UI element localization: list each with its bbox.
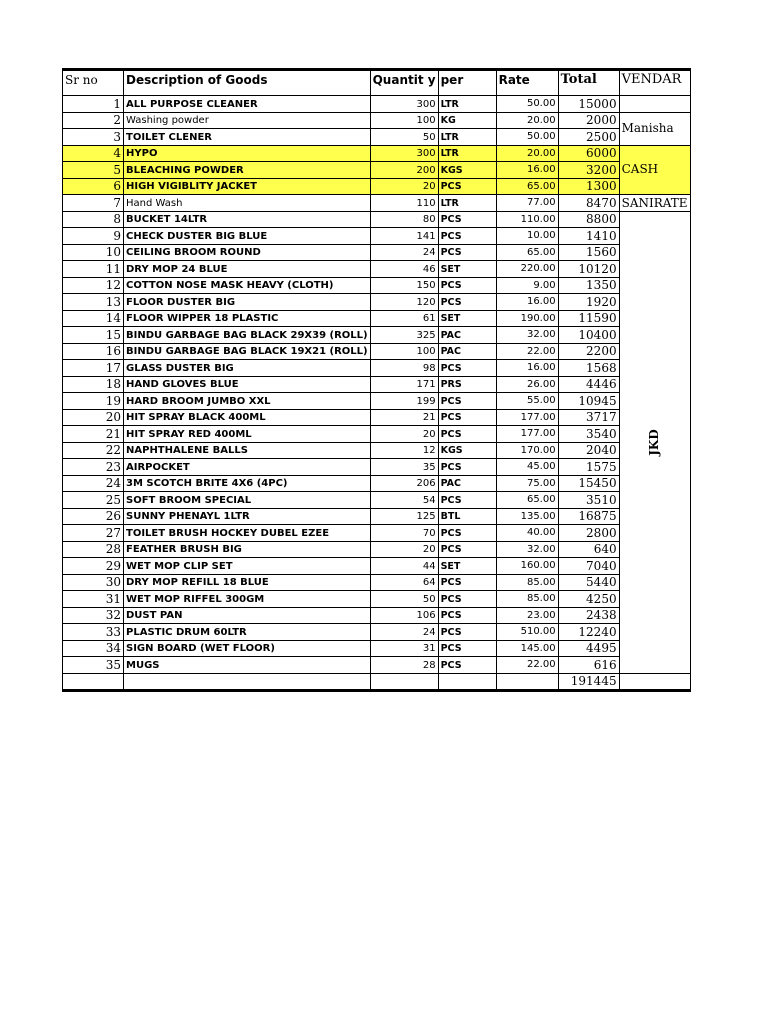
total-cell: 1560 (558, 244, 619, 261)
rate-cell: 75.00 (496, 475, 558, 492)
sr-cell: 15 (63, 327, 124, 344)
table-row (63, 294, 691, 311)
quantity-cell: 300 (370, 145, 438, 162)
rate-cell: 110.00 (496, 211, 558, 228)
sr-cell: 25 (63, 492, 124, 509)
total-cell: 2800 (558, 525, 619, 542)
description-cell: HARD BROOM JUMBO XXL (124, 393, 371, 410)
vendor-sanirate: SANIRATE (619, 195, 690, 212)
total-cell: 15000 (558, 96, 619, 113)
quantity-cell: 20 (370, 541, 438, 558)
rate-cell: 190.00 (496, 310, 558, 327)
unit-cell: LTR (438, 195, 496, 212)
total-cell: 10945 (558, 393, 619, 410)
unit-cell: PRS (438, 376, 496, 393)
quantity-cell: 125 (370, 508, 438, 525)
description-cell: FLOOR DUSTER BIG (124, 294, 371, 311)
rate-cell: 510.00 (496, 624, 558, 641)
grand-total-value: 191445 (558, 673, 619, 691)
total-cell: 1410 (558, 228, 619, 245)
total-cell: 1300 (558, 178, 619, 195)
description-cell: HIT SPRAY RED 400ML (124, 426, 371, 443)
total-cell: 7040 (558, 558, 619, 575)
unit-cell: LTR (438, 145, 496, 162)
header-per: per (438, 70, 496, 96)
description-cell: BLEACHING POWDER (124, 162, 371, 179)
empty-cell (370, 673, 438, 691)
description-cell: MUGS (124, 657, 371, 674)
total-cell: 11590 (558, 310, 619, 327)
description-cell: DRY MOP 24 BLUE (124, 261, 371, 278)
total-cell: 1575 (558, 459, 619, 476)
rate-cell: 177.00 (496, 426, 558, 443)
unit-cell: PCS (438, 624, 496, 641)
rate-cell: 22.00 (496, 657, 558, 674)
quantity-cell: 171 (370, 376, 438, 393)
description-cell: Hand Wash (124, 195, 371, 212)
unit-cell: PCS (438, 492, 496, 509)
table-row (63, 129, 691, 146)
rate-cell: 23.00 (496, 607, 558, 624)
quantity-cell: 21 (370, 409, 438, 426)
unit-cell: PAC (438, 343, 496, 360)
description-cell: CHECK DUSTER BIG BLUE (124, 228, 371, 245)
rate-cell: 85.00 (496, 591, 558, 608)
table-row (63, 393, 691, 410)
rate-cell: 170.00 (496, 442, 558, 459)
table-row (63, 211, 691, 228)
quantity-cell: 300 (370, 96, 438, 113)
vendor-cash: CASH (619, 145, 690, 195)
sr-cell: 24 (63, 475, 124, 492)
rate-cell: 220.00 (496, 261, 558, 278)
quantity-cell: 100 (370, 112, 438, 129)
total-cell: 16875 (558, 508, 619, 525)
rate-cell: 22.00 (496, 343, 558, 360)
unit-cell: PCS (438, 574, 496, 591)
unit-cell: KGS (438, 162, 496, 179)
table-row (63, 96, 691, 113)
description-cell: BUCKET 14LTR (124, 211, 371, 228)
description-cell: WET MOP RIFFEL 300GM (124, 591, 371, 608)
total-cell: 8470 (558, 195, 619, 212)
table-row (63, 475, 691, 492)
total-cell: 2438 (558, 607, 619, 624)
vendor-manisha: Manisha (619, 112, 690, 145)
sr-cell: 28 (63, 541, 124, 558)
empty-cell (124, 673, 371, 691)
rate-cell: 20.00 (496, 145, 558, 162)
quantity-cell: 150 (370, 277, 438, 294)
sr-cell: 6 (63, 178, 124, 195)
total-cell: 616 (558, 657, 619, 674)
rate-cell: 45.00 (496, 459, 558, 476)
table-row (63, 574, 691, 591)
table-row (63, 376, 691, 393)
quantity-cell: 141 (370, 228, 438, 245)
unit-cell: PCS (438, 294, 496, 311)
quantity-cell: 110 (370, 195, 438, 212)
rate-cell: 77.00 (496, 195, 558, 212)
unit-cell: PCS (438, 409, 496, 426)
unit-cell: PCS (438, 591, 496, 608)
sr-cell: 32 (63, 607, 124, 624)
unit-cell: PCS (438, 178, 496, 195)
description-cell: FLOOR WIPPER 18 PLASTIC (124, 310, 371, 327)
total-cell: 2040 (558, 442, 619, 459)
total-cell: 6000 (558, 145, 619, 162)
description-cell: TOILET CLENER (124, 129, 371, 146)
sr-cell: 23 (63, 459, 124, 476)
unit-cell: PCS (438, 541, 496, 558)
sr-cell: 2 (63, 112, 124, 129)
sr-cell: 19 (63, 393, 124, 410)
table-row (63, 657, 691, 674)
unit-cell: PCS (438, 525, 496, 542)
description-cell: Washing powder (124, 112, 371, 129)
goods-table (62, 68, 691, 692)
rate-cell: 55.00 (496, 393, 558, 410)
unit-cell: PCS (438, 228, 496, 245)
unit-cell: PCS (438, 277, 496, 294)
table-row (63, 277, 691, 294)
table-row (63, 508, 691, 525)
sr-cell: 3 (63, 129, 124, 146)
table-row (63, 492, 691, 509)
description-cell: BINDU GARBAGE BAG BLACK 19X21 (ROLL) (124, 343, 371, 360)
unit-cell: PCS (438, 211, 496, 228)
sr-cell: 11 (63, 261, 124, 278)
quantity-cell: 325 (370, 327, 438, 344)
rate-cell: 40.00 (496, 525, 558, 542)
unit-cell: PCS (438, 360, 496, 377)
description-cell: BINDU GARBAGE BAG BLACK 29X39 (ROLL) (124, 327, 371, 344)
rate-cell: 135.00 (496, 508, 558, 525)
rate-cell: 9.00 (496, 277, 558, 294)
total-cell: 10400 (558, 327, 619, 344)
table-row (63, 261, 691, 278)
total-cell: 1350 (558, 277, 619, 294)
total-cell: 4495 (558, 640, 619, 657)
empty-cell (438, 673, 496, 691)
sr-cell: 35 (63, 657, 124, 674)
quantity-cell: 120 (370, 294, 438, 311)
sr-cell: 17 (63, 360, 124, 377)
rate-cell: 85.00 (496, 574, 558, 591)
rate-cell: 50.00 (496, 129, 558, 146)
sr-cell: 31 (63, 591, 124, 608)
total-cell: 4250 (558, 591, 619, 608)
description-cell: DRY MOP REFILL 18 BLUE (124, 574, 371, 591)
sr-cell: 1 (63, 96, 124, 113)
description-cell: FEATHER BRUSH BIG (124, 541, 371, 558)
unit-cell: KG (438, 112, 496, 129)
header-rate: Rate (496, 70, 558, 96)
total-cell: 4446 (558, 376, 619, 393)
quantity-cell: 28 (370, 657, 438, 674)
rate-cell: 65.00 (496, 178, 558, 195)
table-row (63, 459, 691, 476)
table-row (63, 327, 691, 344)
sr-cell: 9 (63, 228, 124, 245)
sr-cell: 13 (63, 294, 124, 311)
description-cell: TOILET BRUSH HOCKEY DUBEL EZEE (124, 525, 371, 542)
quantity-cell: 50 (370, 591, 438, 608)
total-cell: 1920 (558, 294, 619, 311)
table-row (63, 558, 691, 575)
sr-cell: 18 (63, 376, 124, 393)
quantity-cell: 46 (370, 261, 438, 278)
total-cell: 2000 (558, 112, 619, 129)
quantity-cell: 70 (370, 525, 438, 542)
table-row (63, 112, 691, 129)
description-cell: HYPO (124, 145, 371, 162)
rate-cell: 50.00 (496, 96, 558, 113)
quantity-cell: 199 (370, 393, 438, 410)
table-row (63, 426, 691, 443)
unit-cell: SET (438, 310, 496, 327)
empty-cell (63, 673, 124, 691)
sr-cell: 26 (63, 508, 124, 525)
table-row (63, 145, 691, 162)
quantity-cell: 100 (370, 343, 438, 360)
sr-cell: 30 (63, 574, 124, 591)
description-cell: 3M SCOTCH BRITE 4X6 (4PC) (124, 475, 371, 492)
quantity-cell: 20 (370, 426, 438, 443)
description-cell: NAPHTHALENE BALLS (124, 442, 371, 459)
quantity-cell: 106 (370, 607, 438, 624)
total-cell: 3717 (558, 409, 619, 426)
unit-cell: LTR (438, 96, 496, 113)
unit-cell: PCS (438, 607, 496, 624)
description-cell: HIGH VIGIBLITY JACKET (124, 178, 371, 195)
quantity-cell: 24 (370, 624, 438, 641)
unit-cell: PAC (438, 327, 496, 344)
description-cell: DUST PAN (124, 607, 371, 624)
sr-cell: 21 (63, 426, 124, 443)
total-cell: 3540 (558, 426, 619, 443)
quantity-cell: 98 (370, 360, 438, 377)
total-cell: 12240 (558, 624, 619, 641)
unit-cell: KGS (438, 442, 496, 459)
rate-cell: 26.00 (496, 376, 558, 393)
quantity-cell: 200 (370, 162, 438, 179)
sr-cell: 33 (63, 624, 124, 641)
sr-cell: 22 (63, 442, 124, 459)
unit-cell: PCS (438, 426, 496, 443)
table-row (63, 228, 691, 245)
header-row (63, 70, 691, 96)
total-cell: 3200 (558, 162, 619, 179)
unit-cell: LTR (438, 129, 496, 146)
description-cell: SIGN BOARD (WET FLOOR) (124, 640, 371, 657)
sr-cell: 29 (63, 558, 124, 575)
quantity-cell: 20 (370, 178, 438, 195)
table-row (63, 178, 691, 195)
table-row (63, 343, 691, 360)
quantity-cell: 206 (370, 475, 438, 492)
total-cell: 8800 (558, 211, 619, 228)
quantity-cell: 80 (370, 211, 438, 228)
unit-cell: PCS (438, 393, 496, 410)
rate-cell: 160.00 (496, 558, 558, 575)
description-cell: PLASTIC DRUM 60LTR (124, 624, 371, 641)
table-row (63, 244, 691, 261)
table-row (63, 195, 691, 212)
quantity-cell: 12 (370, 442, 438, 459)
quantity-cell: 24 (370, 244, 438, 261)
quantity-cell: 44 (370, 558, 438, 575)
unit-cell: PCS (438, 244, 496, 261)
quantity-cell: 35 (370, 459, 438, 476)
grand-total-row (63, 673, 691, 691)
total-cell: 640 (558, 541, 619, 558)
table-row (63, 310, 691, 327)
unit-cell: BTL (438, 508, 496, 525)
rate-cell: 145.00 (496, 640, 558, 657)
description-cell: HIT SPRAY BLACK 400ML (124, 409, 371, 426)
sr-cell: 7 (63, 195, 124, 212)
vendor-jkd (619, 211, 690, 673)
quantity-cell: 50 (370, 129, 438, 146)
sr-cell: 4 (63, 145, 124, 162)
total-cell: 1568 (558, 360, 619, 377)
table-row (63, 360, 691, 377)
table-row (63, 640, 691, 657)
sr-cell: 20 (63, 409, 124, 426)
quantity-cell: 54 (370, 492, 438, 509)
table-row (63, 442, 691, 459)
description-cell: CEILING BROOM ROUND (124, 244, 371, 261)
unit-cell: SET (438, 558, 496, 575)
sr-cell: 34 (63, 640, 124, 657)
description-cell: GLASS DUSTER BIG (124, 360, 371, 377)
description-cell: AIRPOCKET (124, 459, 371, 476)
sr-cell: 27 (63, 525, 124, 542)
empty-cell (496, 673, 558, 691)
rate-cell: 16.00 (496, 294, 558, 311)
table-row (63, 624, 691, 641)
quantity-cell: 64 (370, 574, 438, 591)
unit-cell: SET (438, 261, 496, 278)
quantity-cell: 61 (370, 310, 438, 327)
table-row (63, 591, 691, 608)
sr-cell: 14 (63, 310, 124, 327)
description-cell: ALL PURPOSE CLEANER (124, 96, 371, 113)
description-cell: SOFT BROOM SPECIAL (124, 492, 371, 509)
unit-cell: PAC (438, 475, 496, 492)
sr-cell: 10 (63, 244, 124, 261)
table-body (63, 96, 691, 691)
rate-cell: 10.00 (496, 228, 558, 245)
total-cell: 3510 (558, 492, 619, 509)
header-total: Total (558, 70, 619, 96)
description-cell: SUNNY PHENAYL 1LTR (124, 508, 371, 525)
sr-cell: 8 (63, 211, 124, 228)
unit-cell: PCS (438, 459, 496, 476)
total-cell: 2500 (558, 129, 619, 146)
header-quantity: Quantit y (370, 70, 438, 96)
description-cell: HAND GLOVES BLUE (124, 376, 371, 393)
empty-cell (619, 673, 690, 691)
vendor-jkd-label: JKD (647, 429, 662, 456)
rate-cell: 65.00 (496, 244, 558, 261)
table-row (63, 525, 691, 542)
rate-cell: 177.00 (496, 409, 558, 426)
description-cell: COTTON NOSE MASK HEAVY (CLOTH) (124, 277, 371, 294)
table-row (63, 607, 691, 624)
table-row (63, 162, 691, 179)
sr-cell: 12 (63, 277, 124, 294)
rate-cell: 32.00 (496, 541, 558, 558)
rate-cell: 16.00 (496, 360, 558, 377)
total-cell: 5440 (558, 574, 619, 591)
total-cell: 10120 (558, 261, 619, 278)
rate-cell: 16.00 (496, 162, 558, 179)
quantity-cell: 31 (370, 640, 438, 657)
vendor-cell-empty (619, 96, 690, 113)
rate-cell: 32.00 (496, 327, 558, 344)
unit-cell: PCS (438, 657, 496, 674)
rate-cell: 65.00 (496, 492, 558, 509)
unit-cell: PCS (438, 640, 496, 657)
total-cell: 2200 (558, 343, 619, 360)
table-row (63, 409, 691, 426)
sr-cell: 16 (63, 343, 124, 360)
sr-cell: 5 (63, 162, 124, 179)
table-row (63, 541, 691, 558)
total-cell: 15450 (558, 475, 619, 492)
header-description: Description of Goods (124, 70, 371, 96)
header-vendor: VENDAR (619, 70, 690, 96)
description-cell: WET MOP CLIP SET (124, 558, 371, 575)
header-sr-no: Sr no (63, 70, 124, 96)
rate-cell: 20.00 (496, 112, 558, 129)
